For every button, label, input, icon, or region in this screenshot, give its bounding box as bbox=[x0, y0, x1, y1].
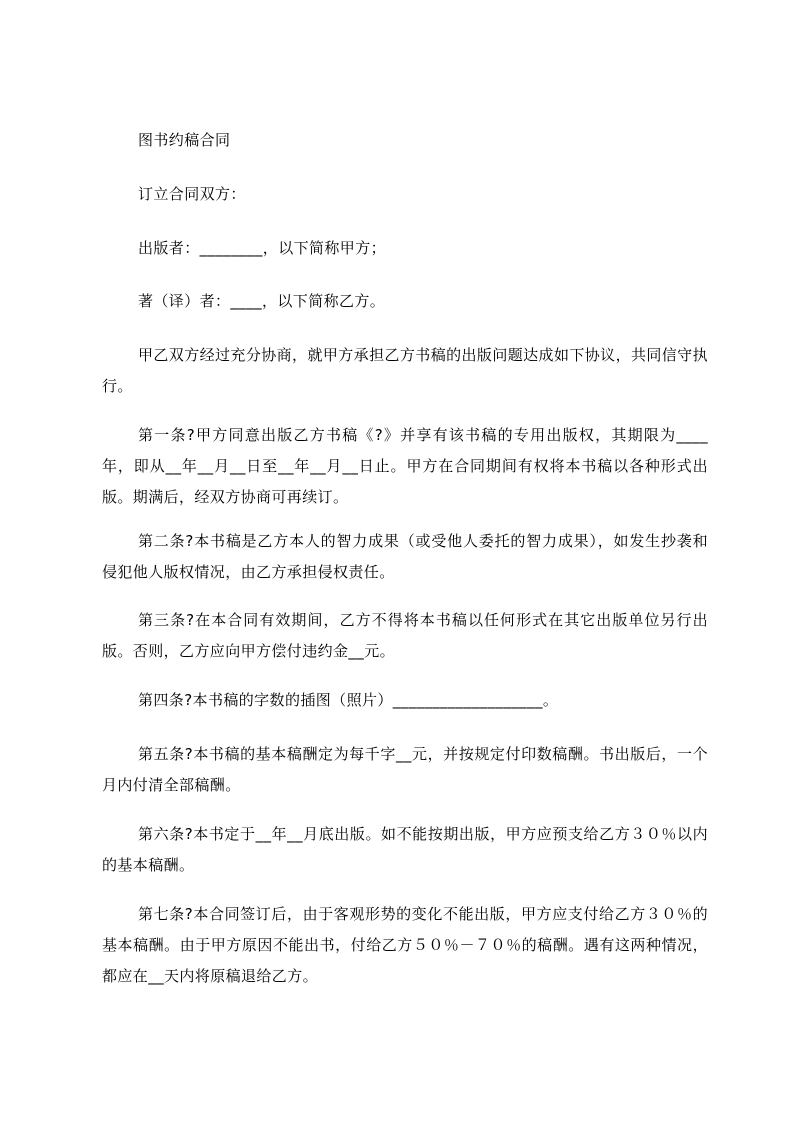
article-5: 第五条?本书稿的基本稿酬定为每千字__元，并按规定付印数稿酬。书出版后，一个月内付清全部稿酬。 bbox=[102, 745, 708, 794]
article-1: 第一条?甲方同意出版乙方书稿《?》并享有该书稿的专用出版权，其期限为____年，即从__年__月__日至__年__月__日止。甲方在合同期间有权将本书稿以各种形式出版。期满后，经双方协商可再续订。 bbox=[102, 426, 708, 506]
article-6: 第六条?本书定于__年__月底出版。如不能按期出版，甲方应预支给乙方３０％以内的基本稿酬。 bbox=[102, 825, 708, 874]
author-line: 著（译）者：____，以下简称乙方。 bbox=[138, 292, 386, 310]
article-4: 第四条?本书稿的字数的插图（照片）___________________。 bbox=[138, 691, 559, 709]
document-title: 图书约稿合同 bbox=[138, 131, 231, 149]
parties-heading: 订立合同双方： bbox=[138, 185, 246, 203]
article-2: 第二条?本书稿是乙方本人的智力成果（或受他人委托的智力成果），如发生抄袭和侵犯他人版权情况，由乙方承担侵权责任。 bbox=[102, 532, 708, 581]
article-3: 第三条?在本合同有效期间，乙方不得将本书稿以任何形式在其它出版单位另行出版。否则，乙方应向甲方偿付违约金__元。 bbox=[102, 611, 708, 660]
publisher-line: 出版者：________，以下简称甲方； bbox=[138, 239, 387, 257]
article-7: 第七条?本合同签订后，由于客观形势的变化不能出版，甲方应支付给乙方３０％的基本稿酬。由于甲方原因不能出书，付给乙方５０％－７０％的稿酬。遇有这两种情况，都应在__天内将原稿退给乙方。 bbox=[102, 905, 708, 985]
intro-paragraph: 甲乙双方经过充分协商，就甲方承担乙方书稿的出版问题达成如下协议，共同信守执行。 bbox=[102, 346, 708, 395]
